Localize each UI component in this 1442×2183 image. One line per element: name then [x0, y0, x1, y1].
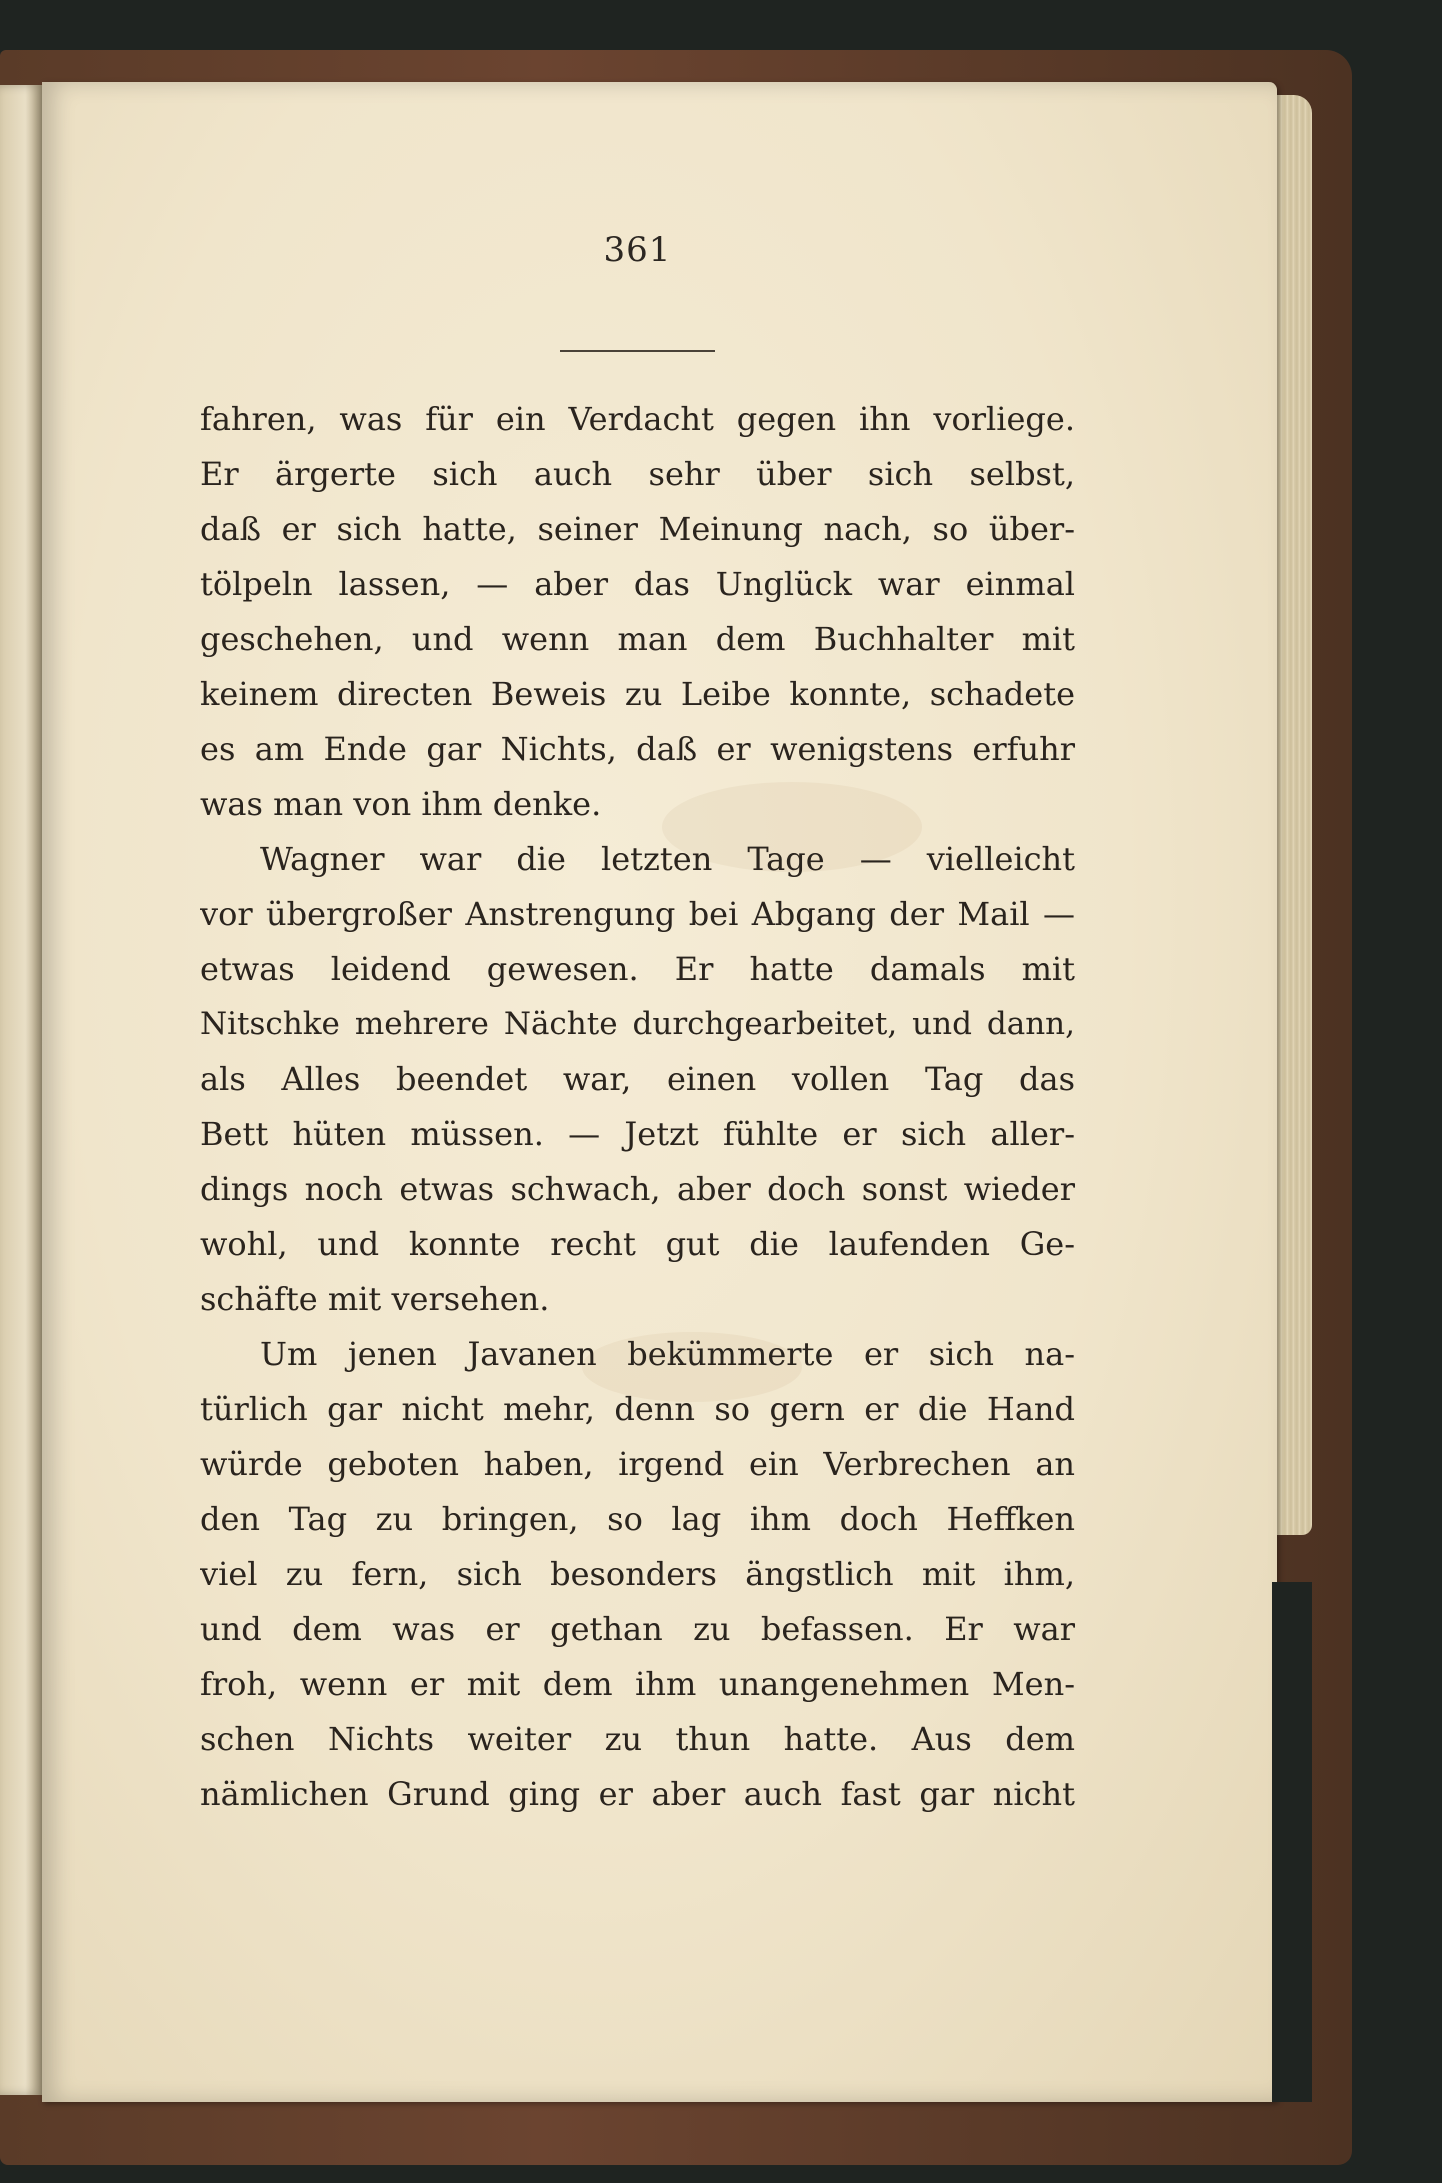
- text-line: dings noch etwas schwach, aber doch sonst wieder: [200, 1170, 1075, 1208]
- text-line: den Tag zu bringen, so lag ihm doch Heffken: [200, 1500, 1075, 1538]
- text-line: geschehen, und wenn man dem Buchhalter mit: [200, 620, 1075, 658]
- text-line: Nitschke mehrere Nächte durchgearbeitet, und dann,: [200, 1006, 1075, 1042]
- text-line: Um jenen Javanen bekümmerte er sich na-: [260, 1335, 1075, 1373]
- text-line: türlich gar nicht mehr, denn so gern er die Hand: [200, 1390, 1075, 1428]
- text-line: wohl, und konnte recht gut die laufenden Ge-: [200, 1225, 1075, 1263]
- text-line: als Alles beendet war, einen vollen Tag das: [200, 1060, 1075, 1098]
- header-rule: [560, 350, 715, 352]
- text-line: schen Nichts weiter zu thun hatte. Aus dem: [200, 1720, 1075, 1758]
- page-number: 361: [603, 230, 672, 270]
- text-line: und dem was er gethan zu befassen. Er war: [200, 1610, 1075, 1648]
- text-line: keinem directen Beweis zu Leibe konnte, schadete: [200, 675, 1075, 713]
- text-line: Wagner war die letzten Tage — vielleicht: [260, 840, 1075, 878]
- body-text: [200, 392, 1075, 1822]
- text-line: schäfte mit versehen.: [200, 1280, 550, 1318]
- text-line: nämlichen Grund ging er aber auch fast gar nicht: [200, 1775, 1075, 1813]
- text-line: froh, wenn er mit dem ihm unangenehmen Men-: [200, 1665, 1075, 1703]
- text-line: tölpeln lassen, — aber das Unglück war einmal: [200, 565, 1075, 603]
- text-line: etwas leidend gewesen. Er hatte damals mit: [200, 950, 1075, 988]
- text-line: daß er sich hatte, seiner Meinung nach, so über-: [200, 510, 1075, 548]
- text-line: vor übergroßer Anstrengung bei Abgang der Mail —: [200, 895, 1075, 933]
- text-line: Er ärgerte sich auch sehr über sich selbst,: [200, 455, 1075, 493]
- text-line: was man von ihm denke.: [200, 785, 602, 823]
- text-line: Bett hüten müssen. — Jetzt fühlte er sich aller-: [200, 1115, 1075, 1153]
- text-line: viel zu fern, sich besonders ängstlich mit ihm,: [200, 1555, 1075, 1593]
- text-line: würde geboten haben, irgend ein Verbrechen an: [200, 1445, 1075, 1483]
- left-page-edge: [0, 85, 42, 2095]
- text-line: es am Ende gar Nichts, daß er wenigstens erfuhr: [200, 730, 1075, 768]
- text-line: fahren, was für ein Verdacht gegen ihn vorliege.: [200, 400, 1075, 438]
